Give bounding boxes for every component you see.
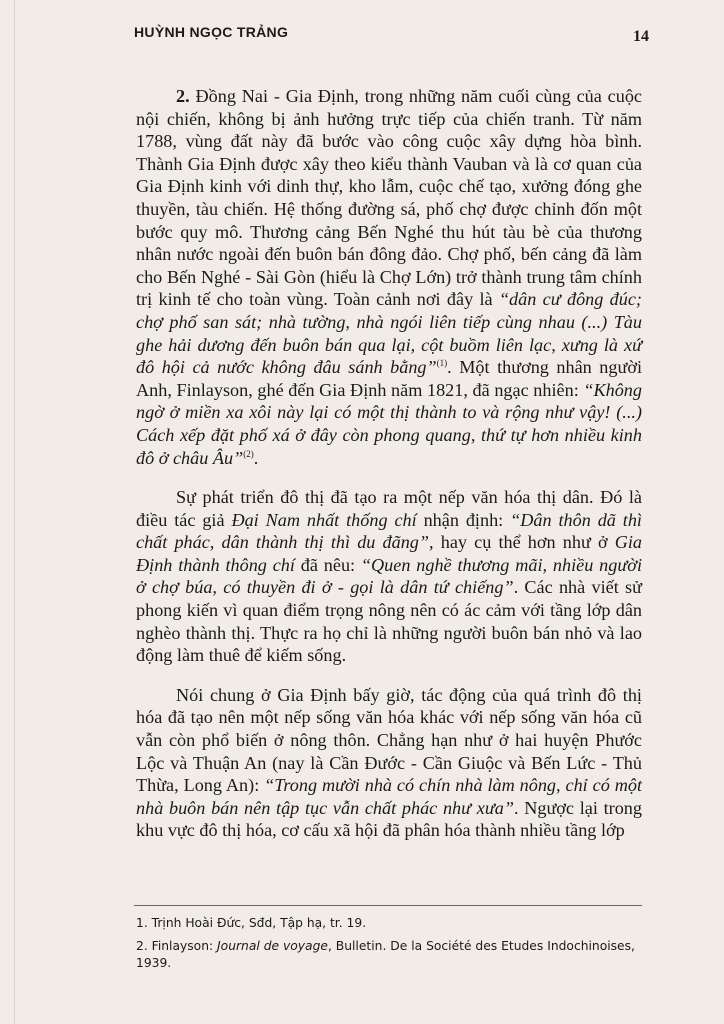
text-run: nhận định: <box>416 509 511 530</box>
footnote-text: , Bulletin. De la Société des Etudes Indochinoises, 1939. <box>136 939 635 970</box>
running-head-author: HUỲNH NGỌC TRẢNG <box>134 24 289 40</box>
body-text <box>136 85 642 859</box>
text-run: Sự phát triển đô thị đã tạo ra một nếp văn hóa thị dân. Đó là điều tác giả <box>136 487 642 530</box>
page-number: 14 <box>633 28 649 45</box>
footnote-ref-1: (1) <box>436 358 448 369</box>
quotation: “dân cư đông đúc; chợ phố san sát; nhà tường, nhà ngói liên tiếp cùng nhau (...) Tàu ghe hải dương đến buôn bán qua lại, cột buồm liên lạc, xưng là xứ đô hội cả nước không đâu sánh bằng” <box>136 289 642 378</box>
text-run: . Một thương nhân người Anh, Finlayson, ghé đến Gia Định năm 1821, đã ngạc nhiên: <box>136 357 643 400</box>
footnote-1: 1. Trịnh Hoài Đức, Sđd, Tập hạ, tr. 19. <box>136 916 367 930</box>
text-run: . Ngược lại trong khu vực đô thị hóa, cơ cấu xã hội đã phân hóa thành nhiều tầng lớp <box>136 797 642 841</box>
footnote-divider <box>134 905 642 906</box>
footnote-ref-2: (2) <box>243 448 254 459</box>
footnotes <box>136 915 646 978</box>
footnote-text: 2. Finlayson: <box>136 939 218 953</box>
book-title: Đại Nam nhất thống chí <box>231 509 417 530</box>
book-title: Gia Định thành thông chí <box>136 532 642 575</box>
text-run: đã nêu: <box>294 554 361 575</box>
quotation: “Trong mười nhà có chín nhà làm nông, chỉ có một nhà buôn bán nên tập tục vẫn chất phác như xưa” <box>136 775 643 818</box>
journal-title: Journal de voyage <box>217 939 328 953</box>
text-run: Nói chung ở Gia Định bấy giờ, tác động của quá trình đô thị hóa đã tạo nên một nếp sống văn hóa khác với nếp sống văn hóa cũ vẫn còn phổ biến ở nông thôn. Chẳng hạn như ở hai huyện Phước Lộc và Thuận An (nay là Cần Đước - Cần Giuộc và Bến Lức - Thủ Thừa, Long An): <box>136 684 642 796</box>
text-run: . <box>253 447 259 468</box>
page-edge-line <box>14 0 15 1024</box>
quotation: “Không ngờ ở miền xa xôi này lại có một thị thành to và rộng như vậy! (...) Cách xếp đặt phố xá ở đây còn phong quang, thứ tự hơn nhiều kinh đô ở châu Âu” <box>136 379 642 468</box>
paragraph-3 <box>136 684 642 842</box>
quotation: “Quen nghề thương mãi, nhiều người ở chợ búa, có thuyền đi ở - gọi là dân tứ chiếng” <box>136 554 642 598</box>
text-run: Đồng Nai - Gia Định, trong những năm cuối cùng của cuộc nội chiến, không bị ảnh hưởng trực tiếp của chiến tranh. Từ năm 1788, vùng đất này đã bước vào công cuộc xây dựng hòa bình. Thành Gia Định được xây theo kiểu thành Vauban và là cơ quan của Gia Định kinh với dinh thự, kho lẫm, cuộc chế tạo, xưởng đóng ghe thuyền, tàu chiến. Hệ thống đường sá, phố chợ được chỉnh đốn một bước quy mô. Thương cảng Bến Nghé thu hút tàu bè của thương nhân nước ngoài đến buôn bán đông đảo. Chợ phố, bến cảng đã làm cho Bến Nghé - Sài Gòn (hiểu là Chợ Lớn) trở thành trung tâm chính trị kinh tế cho toàn vùng. Toàn cảnh nơi đây là <box>136 86 642 310</box>
text-run: , hay cụ thể hơn như ở <box>429 532 615 553</box>
text-run: . Các nhà viết sử phong kiến vì quan điểm trọng nông nên có ác cảm với tầng lớp dân nghèo thành thị. Thực ra họ chỉ là những người buôn bán nhỏ và lao động làm thuê để kiếm sống. <box>136 577 642 666</box>
footnote-2 <box>136 938 646 972</box>
paragraph-2 <box>136 486 642 667</box>
paragraph-1 <box>136 85 642 469</box>
quotation: “Dân thôn dã thì chất phác, dân thành thị thì du đãng” <box>136 509 642 553</box>
section-number: 2. <box>176 86 190 106</box>
